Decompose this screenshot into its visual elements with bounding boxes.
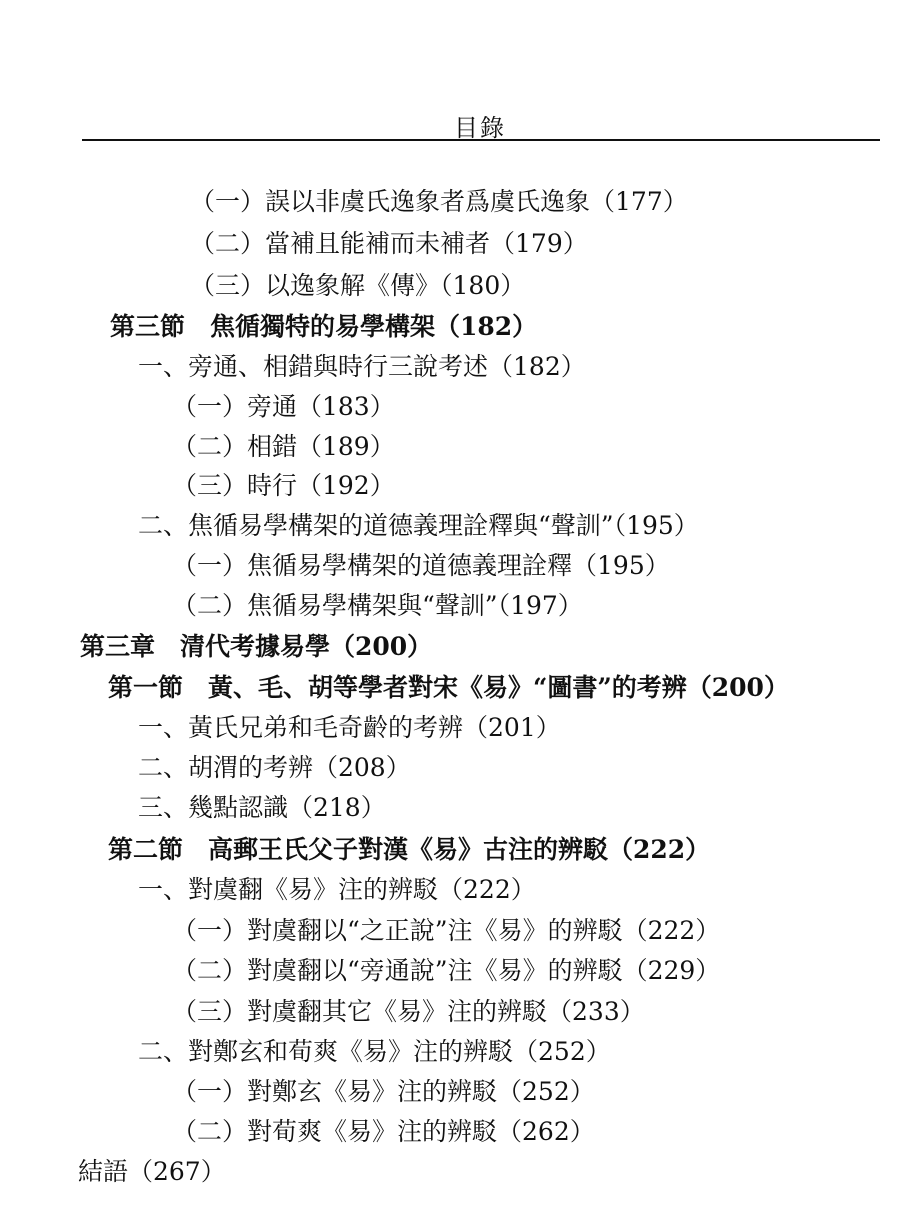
toc-entry: （一）誤以非虞氏逸象者爲虞氏逸象（177）	[190, 187, 688, 216]
toc-entry: （一）焦循易學構架的道德義理詮釋（195）	[172, 551, 670, 580]
toc-entry: （一）對虞翻以“之正說”注《易》的辨駁（222）	[172, 916, 721, 945]
toc-section-heading: 第三節 焦循獨特的易學構架（182）	[110, 312, 538, 341]
toc-entry: 一、黃氏兄弟和毛奇齡的考辨（201）	[138, 713, 561, 742]
toc-entry-conclusion: 結語（267）	[78, 1157, 226, 1186]
toc-entry: 一、旁通、相錯與時行三說考述（182）	[138, 352, 586, 381]
toc-entry: （二）對虞翻以“旁通說”注《易》的辨駁（229）	[172, 956, 721, 985]
toc-section-heading: 第二節 高郵王氏父子對漢《易》古注的辨駁（222）	[108, 835, 711, 864]
toc-entry: （二）對荀爽《易》注的辨駁（262）	[172, 1117, 595, 1146]
toc-entry: （一）對鄭玄《易》注的辨駁（252）	[172, 1077, 595, 1106]
toc-entry: 二、焦循易學構架的道德義理詮釋與“聲訓”（195）	[138, 511, 699, 540]
toc-entry: 三、幾點認識（218）	[138, 793, 386, 822]
toc-entry: （三）對虞翻其它《易》注的辨駁（233）	[172, 997, 645, 1026]
toc-entry: 二、胡渭的考辨（208）	[138, 753, 411, 782]
toc-entry: （二）當補且能補而未補者（179）	[190, 229, 588, 258]
toc-entry: （一）旁通（183）	[172, 392, 395, 421]
toc-entry: （三）時行（192）	[172, 471, 395, 500]
toc-entry: 一、對虞翻《易》注的辨駁（222）	[138, 875, 536, 904]
toc-entry: 二、對鄭玄和荀爽《易》注的辨駁（252）	[138, 1037, 611, 1066]
toc-section-heading: 第一節 黃、毛、胡等學者對宋《易》“圖書”的考辨（200）	[108, 673, 789, 702]
page-header-title: 目錄	[454, 114, 506, 142]
toc-entry: （二）焦循易學構架與“聲訓”（197）	[172, 591, 583, 620]
toc-entry: （三）以逸象解《傳》（180）	[190, 271, 526, 300]
toc-entry: （二）相錯（189）	[172, 432, 395, 461]
toc-chapter-heading: 第三章 清代考據易學（200）	[80, 632, 433, 661]
